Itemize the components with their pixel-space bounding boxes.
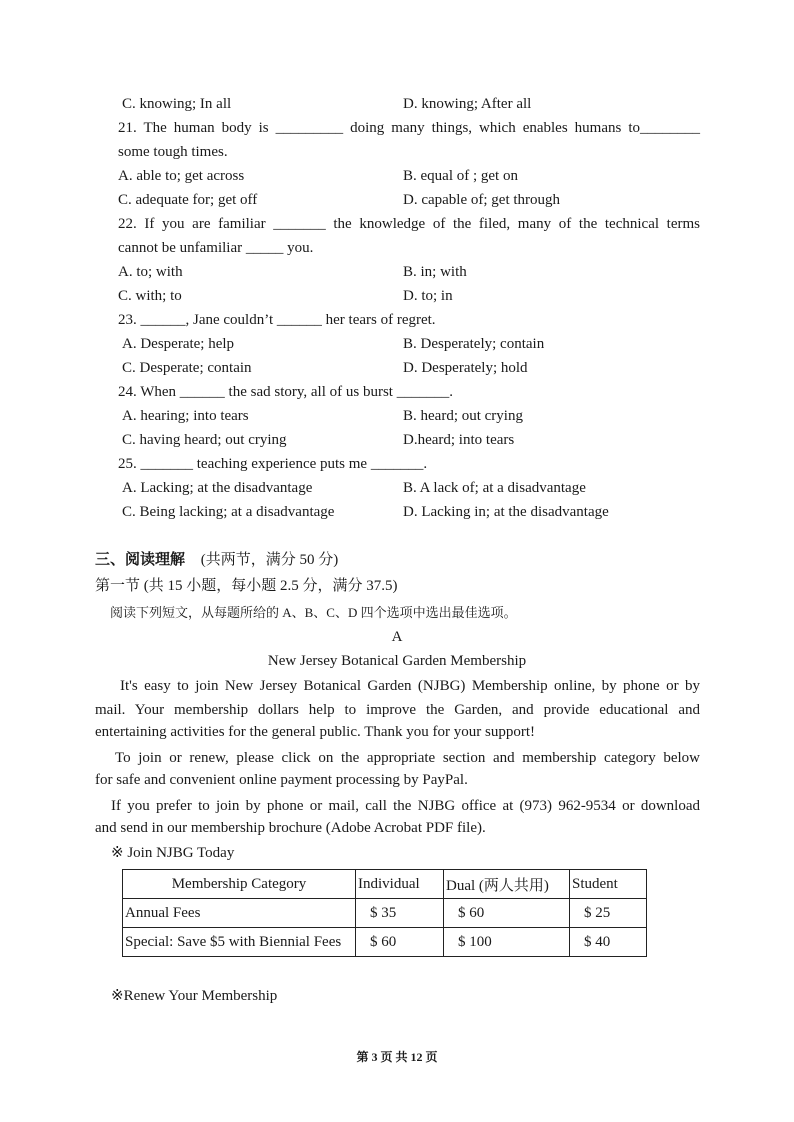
- passage-p1-line2: mail. Your membership dollars help to improve the Garden, and provide educational and: [95, 702, 700, 718]
- q24-option-c: C. having heard; out crying: [122, 432, 287, 448]
- passage-p1-line1: It's easy to join New Jersey Botanical Garden (NJBG) Membership online, by phone or by: [120, 678, 700, 694]
- table-row: [123, 928, 647, 957]
- q21-option-a: A. able to; get across: [118, 168, 245, 184]
- q21-option-b: B. equal of ; get on: [403, 168, 518, 184]
- q23-option-a: A. Desperate; help: [122, 336, 235, 352]
- table-header-cell: Membership Category: [123, 870, 356, 899]
- passage-title: New Jersey Botanical Garden Membership: [267, 653, 527, 669]
- renew-heading: ※Renew Your Membership: [111, 988, 278, 1004]
- q22-stem: 22. If you are familiar _______ the knowledge of the filed, many of the technical terms: [118, 216, 700, 232]
- q23-option-d: D. Desperately; hold: [403, 360, 528, 376]
- table-header-cell: Dual (两人共用): [444, 870, 570, 899]
- q22-option-d: D. to; in: [403, 288, 453, 304]
- passage-p3-line1: If you prefer to join by phone or mail, call the NJBG office at (973) 962-9534 or download: [111, 798, 700, 814]
- passage-p3-line2: and send in our membership brochure (Adobe Acrobat PDF file).: [95, 820, 486, 836]
- q23-stem: 23. ______, Jane couldn’t ______ her tears of regret.: [118, 312, 436, 328]
- table-cell: $ 35: [356, 899, 444, 928]
- passage-p1-line3: entertaining activities for the general public. Thank you for your support!: [95, 724, 536, 740]
- reading-instruction: 阅读下列短文，从每题所给的 A、B、C、D 四个选项中选出最佳选项。: [110, 605, 517, 620]
- q23-option-b: B. Desperately; contain: [403, 336, 545, 352]
- q21-stem: 21. The human body is _________ doing many things, which enables humans to________: [118, 120, 700, 136]
- table-cell: $ 60: [356, 928, 444, 957]
- table-cell: $ 60: [444, 899, 570, 928]
- q25-stem: 25. _______ teaching experience puts me _______.: [118, 456, 428, 472]
- q24-option-d: D.heard; into tears: [403, 432, 515, 448]
- passage-p2-line1: To join or renew, please click on the appropriate section and membership category below: [115, 750, 700, 766]
- q25-option-b: B. A lack of; at a disadvantage: [403, 480, 586, 496]
- table-cell: Annual Fees: [123, 899, 356, 928]
- table-cell: $ 40: [570, 928, 647, 957]
- q24-option-b: B. heard; out crying: [403, 408, 523, 424]
- q20-option-d: D. knowing; After all: [403, 96, 532, 112]
- q25-option-d: D. Lacking in; at the disadvantage: [403, 504, 609, 520]
- table-header-cell: Student: [570, 870, 647, 899]
- table-header-cell: Individual: [356, 870, 444, 899]
- table-cell: Special: Save $5 with Biennial Fees: [123, 928, 356, 957]
- table-row: [123, 899, 647, 928]
- q24-option-a: A. hearing; into tears: [122, 408, 249, 424]
- q21-stem-cont: some tough times.: [118, 144, 228, 160]
- q22-option-a: A. to; with: [118, 264, 183, 280]
- section-heading: [95, 549, 338, 570]
- membership-fee-table: [122, 869, 647, 957]
- passage-p2-line2: for safe and convenient online payment processing by PayPal.: [95, 772, 468, 788]
- q25-option-a: A. Lacking; at the disadvantage: [122, 480, 313, 496]
- q23-option-c: C. Desperate; contain: [122, 360, 252, 376]
- q22-stem-cont: cannot be unfamiliar _____ you.: [118, 240, 314, 256]
- q24-stem: 24. When ______ the sad story, all of us burst _______.: [118, 384, 453, 400]
- part-heading: 第一节 (共 15 小题，每小题 2.5 分，满分 37.5): [95, 578, 398, 594]
- q20-option-c: C. knowing; In all: [122, 96, 232, 112]
- table-cell: $ 25: [570, 899, 647, 928]
- section-title: 三、阅读理解: [95, 550, 186, 568]
- q25-option-c: C. Being lacking; at a disadvantage: [122, 504, 335, 520]
- passage-label: A: [391, 629, 403, 645]
- q21-option-d: D. capable of; get through: [403, 192, 561, 208]
- q21-option-c: C. adequate for; get off: [118, 192, 258, 208]
- join-heading: ※ Join NJBG Today: [111, 845, 235, 861]
- page-number-footer: 第 3 页 共 12 页: [356, 1050, 438, 1064]
- table-cell: $ 100: [444, 928, 570, 957]
- q22-option-c: C. with; to: [118, 288, 182, 304]
- table-header-row: [123, 870, 647, 899]
- q22-option-b: B. in; with: [403, 264, 467, 280]
- section-note: (共两节，满分 50 分): [200, 552, 339, 568]
